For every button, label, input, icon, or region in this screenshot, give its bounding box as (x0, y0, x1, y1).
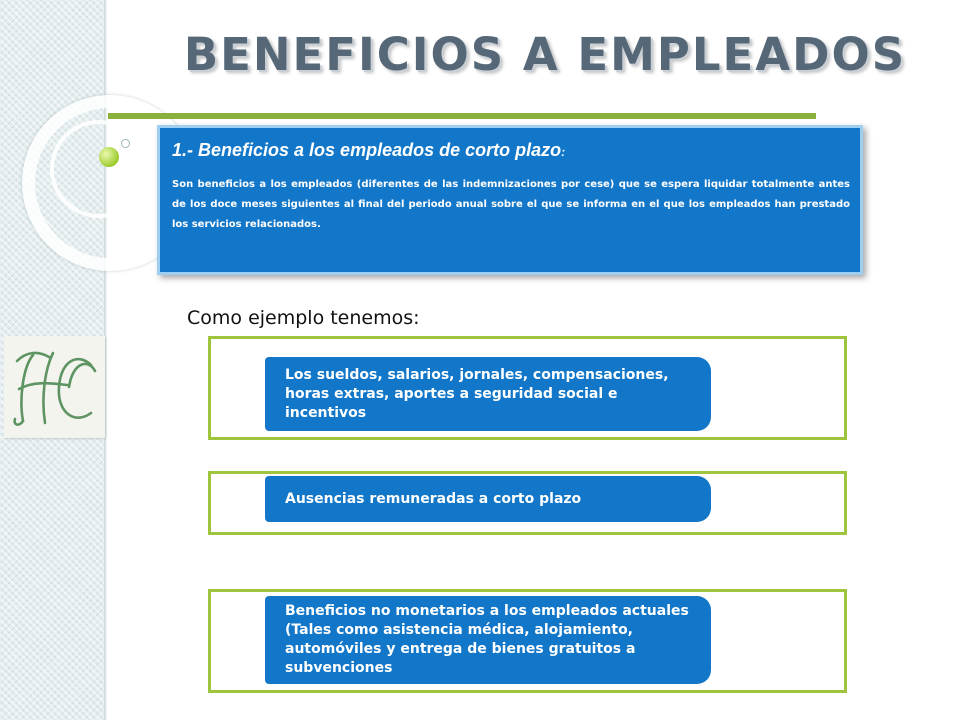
decorative-green-dot (99, 147, 119, 167)
hc-monogram-logo (4, 336, 105, 438)
example-item-3: Beneficios no monetarios a los empleados actuales (Tales como asistencia médica, alojamiento, automóviles y entrega de bienes gratuitos a subvenciones (265, 596, 711, 684)
definition-heading (172, 140, 850, 161)
definition-body: Son beneficios a los empleados (diferentes de las indemnizaciones por cese) que se espera liquidar totalmente antes de los doce meses siguientes al final del periodo anual sobre el que se informa en el que los empleados han prestado los servicios relacionados. (172, 179, 850, 230)
title-underline (108, 113, 816, 119)
decorative-ring-small (50, 120, 148, 218)
example-item-2: Ausencias remuneradas a corto plazo (265, 476, 711, 522)
decorative-small-circle (121, 139, 130, 148)
definition-heading-suffix: : (561, 145, 566, 159)
definition-box (157, 125, 863, 275)
page-title: BENEFICIOS A EMPLEADOS (183, 28, 907, 81)
definition-heading-text: 1.- Beneficios a los empleados de corto plazo (172, 140, 562, 160)
example-item-1: Los sueldos, salarios, jornales, compensaciones, horas extras, aportes a seguridad social e incentivos (265, 357, 711, 431)
hc-monogram-icon (9, 341, 101, 433)
examples-intro: Como ejemplo tenemos: (187, 307, 420, 329)
